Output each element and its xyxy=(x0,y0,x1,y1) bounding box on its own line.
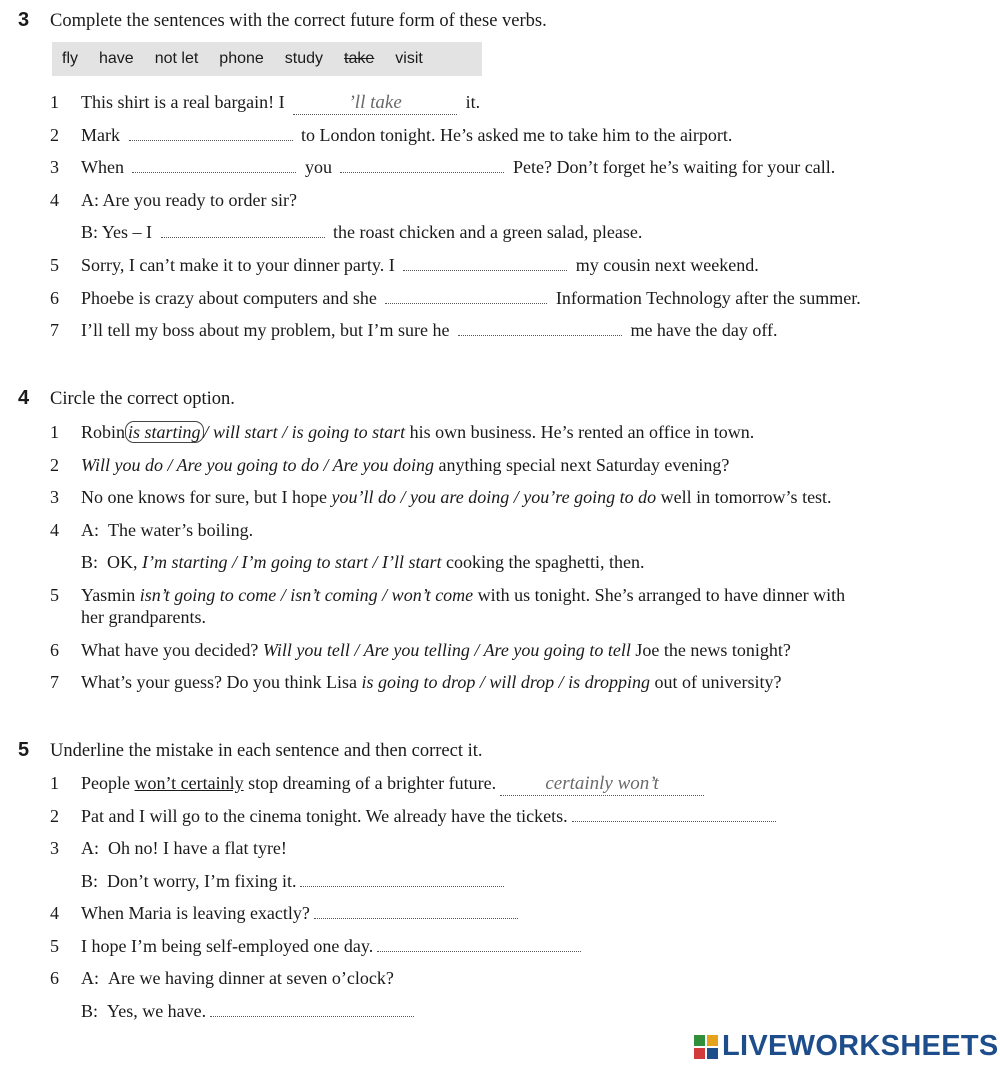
s3-item-4b: B: Yes – I the roast chicken and a green salad, please. xyxy=(81,222,643,242)
word-bank-item: visit xyxy=(395,50,423,67)
answer-blank[interactable]: certainly won’t xyxy=(500,773,704,796)
logo-text: LIVEWORKSHEETS xyxy=(722,1030,999,1062)
s5-item-3b: B: Don’t worry, I’m fixing it. xyxy=(81,871,508,892)
s4-item-6: What have you decided? Will you tell / Are you telling / Are you going to tell Joe the news tonight? xyxy=(81,640,791,660)
options[interactable]: / will start / is going to start xyxy=(203,422,406,442)
circled-option[interactable]: is starting xyxy=(125,421,204,443)
s4-item-2: Will you do / Are you going to do / Are you doing anything special next Saturday evening? xyxy=(81,455,730,475)
answer-blank[interactable] xyxy=(403,256,567,271)
answer-blank[interactable]: ’ll take xyxy=(293,92,457,115)
item-number: 3 xyxy=(50,838,59,858)
item-number: 4 xyxy=(50,903,59,923)
item-number: 7 xyxy=(50,672,59,692)
section-4-heading: Circle the correct option. xyxy=(50,389,235,409)
s5-item-1: People won’t certainly stop dreaming of a brighter future. certainly won’t xyxy=(81,773,708,796)
s4-item-4b: B: OK, I’m starting / I’m going to start / I’ll start cooking the spaghetti, then. xyxy=(81,552,645,572)
item-number: 5 xyxy=(50,936,59,956)
item-number: 6 xyxy=(50,968,59,988)
answer-blank[interactable] xyxy=(314,904,518,919)
options[interactable]: is going to drop / will drop / is dropping xyxy=(361,672,651,692)
item-number: 2 xyxy=(50,455,59,475)
s4-item-5: Yasmin isn’t going to come / isn’t coming / won’t come with us tonight. She’s arranged to have dinner with xyxy=(81,585,846,605)
s3-item-4a: A: Are you ready to order sir? xyxy=(81,190,297,210)
answer-blank[interactable] xyxy=(377,937,581,952)
answer-blank[interactable] xyxy=(161,223,325,238)
section-5-heading: Underline the mistake in each sentence and then correct it. xyxy=(50,741,483,761)
item-number: 5 xyxy=(50,255,59,275)
item-number: 2 xyxy=(50,806,59,826)
s4-item-3: No one knows for sure, but I hope you’ll do / you are doing / you’re going to do well in tomorrow’s test. xyxy=(81,487,832,507)
word-bank-item: fly xyxy=(62,50,78,67)
options[interactable]: Will you tell / Are you telling / Are you going to tell xyxy=(262,640,631,660)
s3-item-7: I’ll tell my boss about my problem, but I’m sure he me have the day off. xyxy=(81,320,778,340)
word-bank-item: phone xyxy=(219,50,264,67)
item-number: 1 xyxy=(50,773,59,793)
item-number: 4 xyxy=(50,190,59,210)
item-number: 1 xyxy=(50,92,59,112)
s4-item-1: Robin is starting / will start / is going to start his own business. He’s rented an office in town. xyxy=(81,422,755,442)
options[interactable]: I’m starting / I’m going to start / I’ll start xyxy=(142,552,442,572)
section-3-heading: Complete the sentences with the correct future form of these verbs. xyxy=(50,11,547,31)
answer-blank[interactable] xyxy=(129,126,293,141)
word-bank-item-used: take xyxy=(344,50,375,67)
options[interactable]: isn’t going to come / isn’t coming / won’t come xyxy=(139,585,474,605)
answer-blank[interactable] xyxy=(132,158,296,173)
s3-item-5: Sorry, I can’t make it to your dinner party. I my cousin next weekend. xyxy=(81,255,759,275)
s5-item-6b: B: Yes, we have. xyxy=(81,1001,418,1022)
s3-item-3: When you Pete? Don’t forget he’s waiting for your call. xyxy=(81,157,836,177)
word-bank xyxy=(52,42,482,76)
s4-item-5-cont: her grandparents. xyxy=(81,607,206,627)
s4-item-4a: A: The water’s boiling. xyxy=(81,520,254,540)
s3-item-1: This shirt is a real bargain! I ’ll take it. xyxy=(81,92,481,113)
s4-item-7: What’s your guess? Do you think Lisa is going to drop / will drop / is dropping out of university? xyxy=(81,672,782,692)
word-bank-item: not let xyxy=(154,50,199,67)
options[interactable]: Will you do / Are you going to do / Are you doing xyxy=(81,455,434,475)
item-number: 6 xyxy=(50,288,59,308)
s3-item-2: Mark to London tonight. He’s asked me to take him to the airport. xyxy=(81,125,733,145)
s5-item-5: I hope I’m being self-employed one day. xyxy=(81,936,585,957)
answer-blank[interactable] xyxy=(340,158,504,173)
underlined-mistake[interactable]: won’t certainly xyxy=(134,773,244,793)
item-number: 2 xyxy=(50,125,59,145)
s5-item-2: Pat and I will go to the cinema tonight. We already have the tickets. xyxy=(81,806,780,827)
item-number: 1 xyxy=(50,422,59,442)
answer-blank[interactable] xyxy=(385,289,547,304)
item-number: 5 xyxy=(50,585,59,605)
s5-item-6a: A: Are we having dinner at seven o’clock? xyxy=(81,968,394,988)
item-number: 3 xyxy=(50,157,59,177)
options[interactable]: you’ll do / you are doing / you’re going to do xyxy=(331,487,657,507)
liveworksheets-logo[interactable] xyxy=(694,1030,999,1063)
answer-blank[interactable] xyxy=(300,872,504,887)
answer-blank[interactable] xyxy=(458,321,622,336)
s3-item-6: Phoebe is crazy about computers and she Information Technology after the summer. xyxy=(81,288,861,308)
section-5-number: 5 xyxy=(18,739,30,761)
section-3-number: 3 xyxy=(18,9,30,31)
item-number: 3 xyxy=(50,487,59,507)
answer-blank[interactable] xyxy=(572,807,776,822)
word-bank-item: have xyxy=(99,50,134,67)
word-bank-item: study xyxy=(284,50,324,67)
item-number: 7 xyxy=(50,320,59,340)
liveworksheets-logo-icon xyxy=(694,1035,718,1059)
s5-item-4: When Maria is leaving exactly? xyxy=(81,903,522,924)
s5-item-3a: A: Oh no! I have a flat tyre! xyxy=(81,838,287,858)
item-number: 4 xyxy=(50,520,59,540)
section-4-number: 4 xyxy=(18,387,30,409)
item-number: 6 xyxy=(50,640,59,660)
answer-blank[interactable] xyxy=(210,1002,414,1017)
